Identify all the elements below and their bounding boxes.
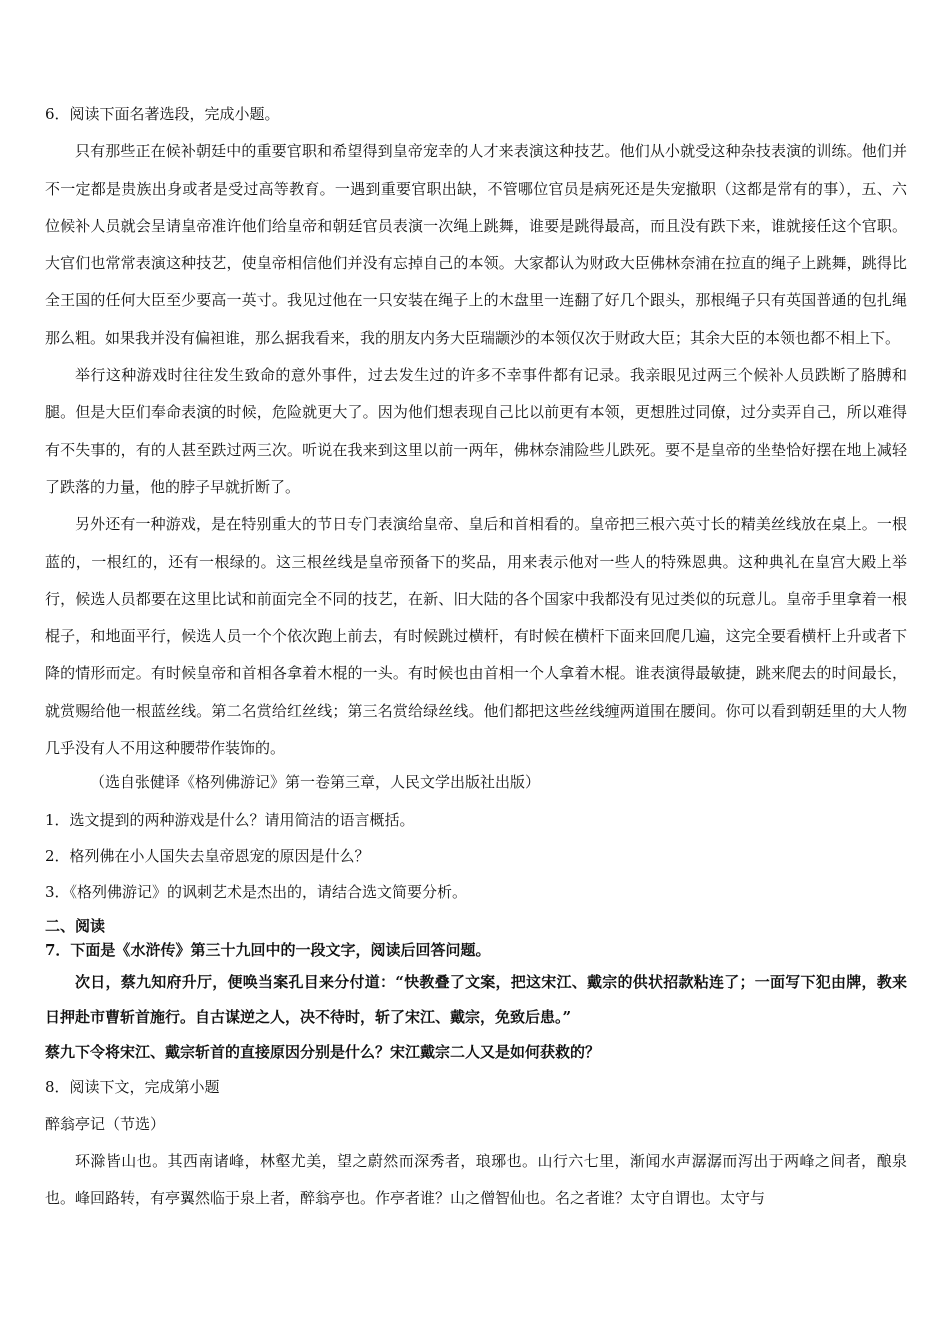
q6-subquestion-2: 2．格列佛在小人国失去皇帝恩宠的原因是什么？ <box>45 846 370 865</box>
q6-subquestion-3: 3．《格列佛游记》的讽刺艺术是杰出的，请结合选文简要分析。 <box>45 882 468 901</box>
q8-paragraph: 环滁皆山也。其西南诸峰，林壑尤美，望之蔚然而深秀者，琅琊也。山行六七里，渐闻水声潺潺而泻出于两峰之间者，酿泉也。峰回路转，有亭翼然临于泉上者，醉翁亭也。作亭者谁？山之僧智仙也。名之者谁？太守自谓也。太守与 <box>45 1151 907 1207</box>
q6-subquestion-1: 1．选文提到的两种游戏是什么？请用简洁的语言概括。 <box>45 810 415 829</box>
document-page <box>45 96 907 1217</box>
section-2-title: 二、阅读 <box>45 916 106 935</box>
q6-paragraph-1: 只有那些正在候补朝廷中的重要官职和希望得到皇帝宠幸的人才来表演这种技艺。他们从小就受这种杂技表演的训练。他们并不一定都是贵族出身或者是受过高等教育。一遇到重要官职出缺，不管哪位官员是病死还是失宠撤职（这都是常有的事），五、六位候补人员就会呈请皇帝准许他们给皇帝和朝廷官员表演一次绳上跳舞，谁要是跳得最高，而且没有跌下来，谁就接任这个官职。大官们也常常表演这种技艺，使皇帝相信他们并没有忘掉自己的本领。大家都认为财政大臣佛林奈浦在拉直的绳子上跳舞，跳得比全王国的任何大臣至少要高一英寸。我见过他在一只安装在绳子上的木盘里一连翻了好几个跟头，那根绳子只有英国普通的包扎绳那么粗。如果我并没有偏袒谁，那么据我看来，我的朋友内务大臣瑞颛沙的本领仅次于财政大臣；其余大臣的本领也都不相上下。 <box>45 142 907 347</box>
q7-question: 蔡九下令将宋江、戴宗斩首的直接原因分别是什么？宋江戴宗二人又是如何获救的？ <box>45 1042 601 1061</box>
q6-paragraph-3: 另外还有一种游戏，是在特别重大的节日专门表演给皇帝、皇后和首相看的。皇帝把三根六英寸长的精美丝线放在桌上。一根蓝的，一根红的，还有一根绿的。这三根丝线是皇帝预备下的奖品，用来表示他对一些人的特殊恩典。这种典礼在皇宫大殿上举行，候选人员都要在这里比试和前面完全不同的技艺，在新、旧大陆的各个国家中我都没有见过类似的玩意儿。皇帝手里拿着一根棍子，和地面平行，候选人员一个个依次跑上前去，有时候跳过横杆，有时候在横杆下面来回爬几遍，这完全要看横杆上升或者下降的情形而定。有时候皇帝和首相各拿着木棍的一头。有时候也由首相一个人拿着木棍。谁表演得最敏捷，跳来爬去的时间最长，就赏赐给他一根蓝丝线。第二名赏给红丝线；第三名赏给绿丝线。他们都把这些丝线缠两道围在腰间。你可以看到朝廷里的大人物几乎没有人不用这种腰带作装饰的。 <box>45 515 907 758</box>
question-7-heading: 7．下面是《水浒传》第三十九回中的一段文字，阅读后回答问题。 <box>45 940 491 959</box>
q8-passage-title: 醉翁亭记（节选） <box>45 1114 166 1133</box>
q6-source-citation: （选自张健译《格列佛游记》第一卷第三章，人民文学出版社出版） <box>90 773 541 792</box>
q7-passage: 次日，蔡九知府升厅，便唤当案孔目来分付道：“快教叠了文案，把这宋江、戴宗的供状招款粘连了；一面写下犯由牌，教来日押赴市曹斩首施行。自古谋逆之人，决不待时，斩了宋江、戴宗，免致后患。” <box>45 972 907 1026</box>
q6-paragraph-2: 举行这种游戏时往往发生致命的意外事件，过去发生过的许多不幸事件都有记录。我亲眼见过两三个候补人员跌断了胳膊和腿。但是大臣们奉命表演的时候，危险就更大了。因为他们想表现自己比以前更有本领，更想胜过同僚，过分卖弄自己，所以难得有不失事的，有的人甚至跌过两三次。听说在我来到这里以前一两年，佛林奈浦险些儿跌死。要不是皇帝的坐垫恰好摆在地上减轻了跌落的力量，他的脖子早就折断了。 <box>45 366 907 496</box>
question-6-heading: 6．阅读下面名著选段，完成小题。 <box>45 105 280 123</box>
question-8-heading: 8．阅读下文，完成第小题 <box>45 1077 220 1096</box>
